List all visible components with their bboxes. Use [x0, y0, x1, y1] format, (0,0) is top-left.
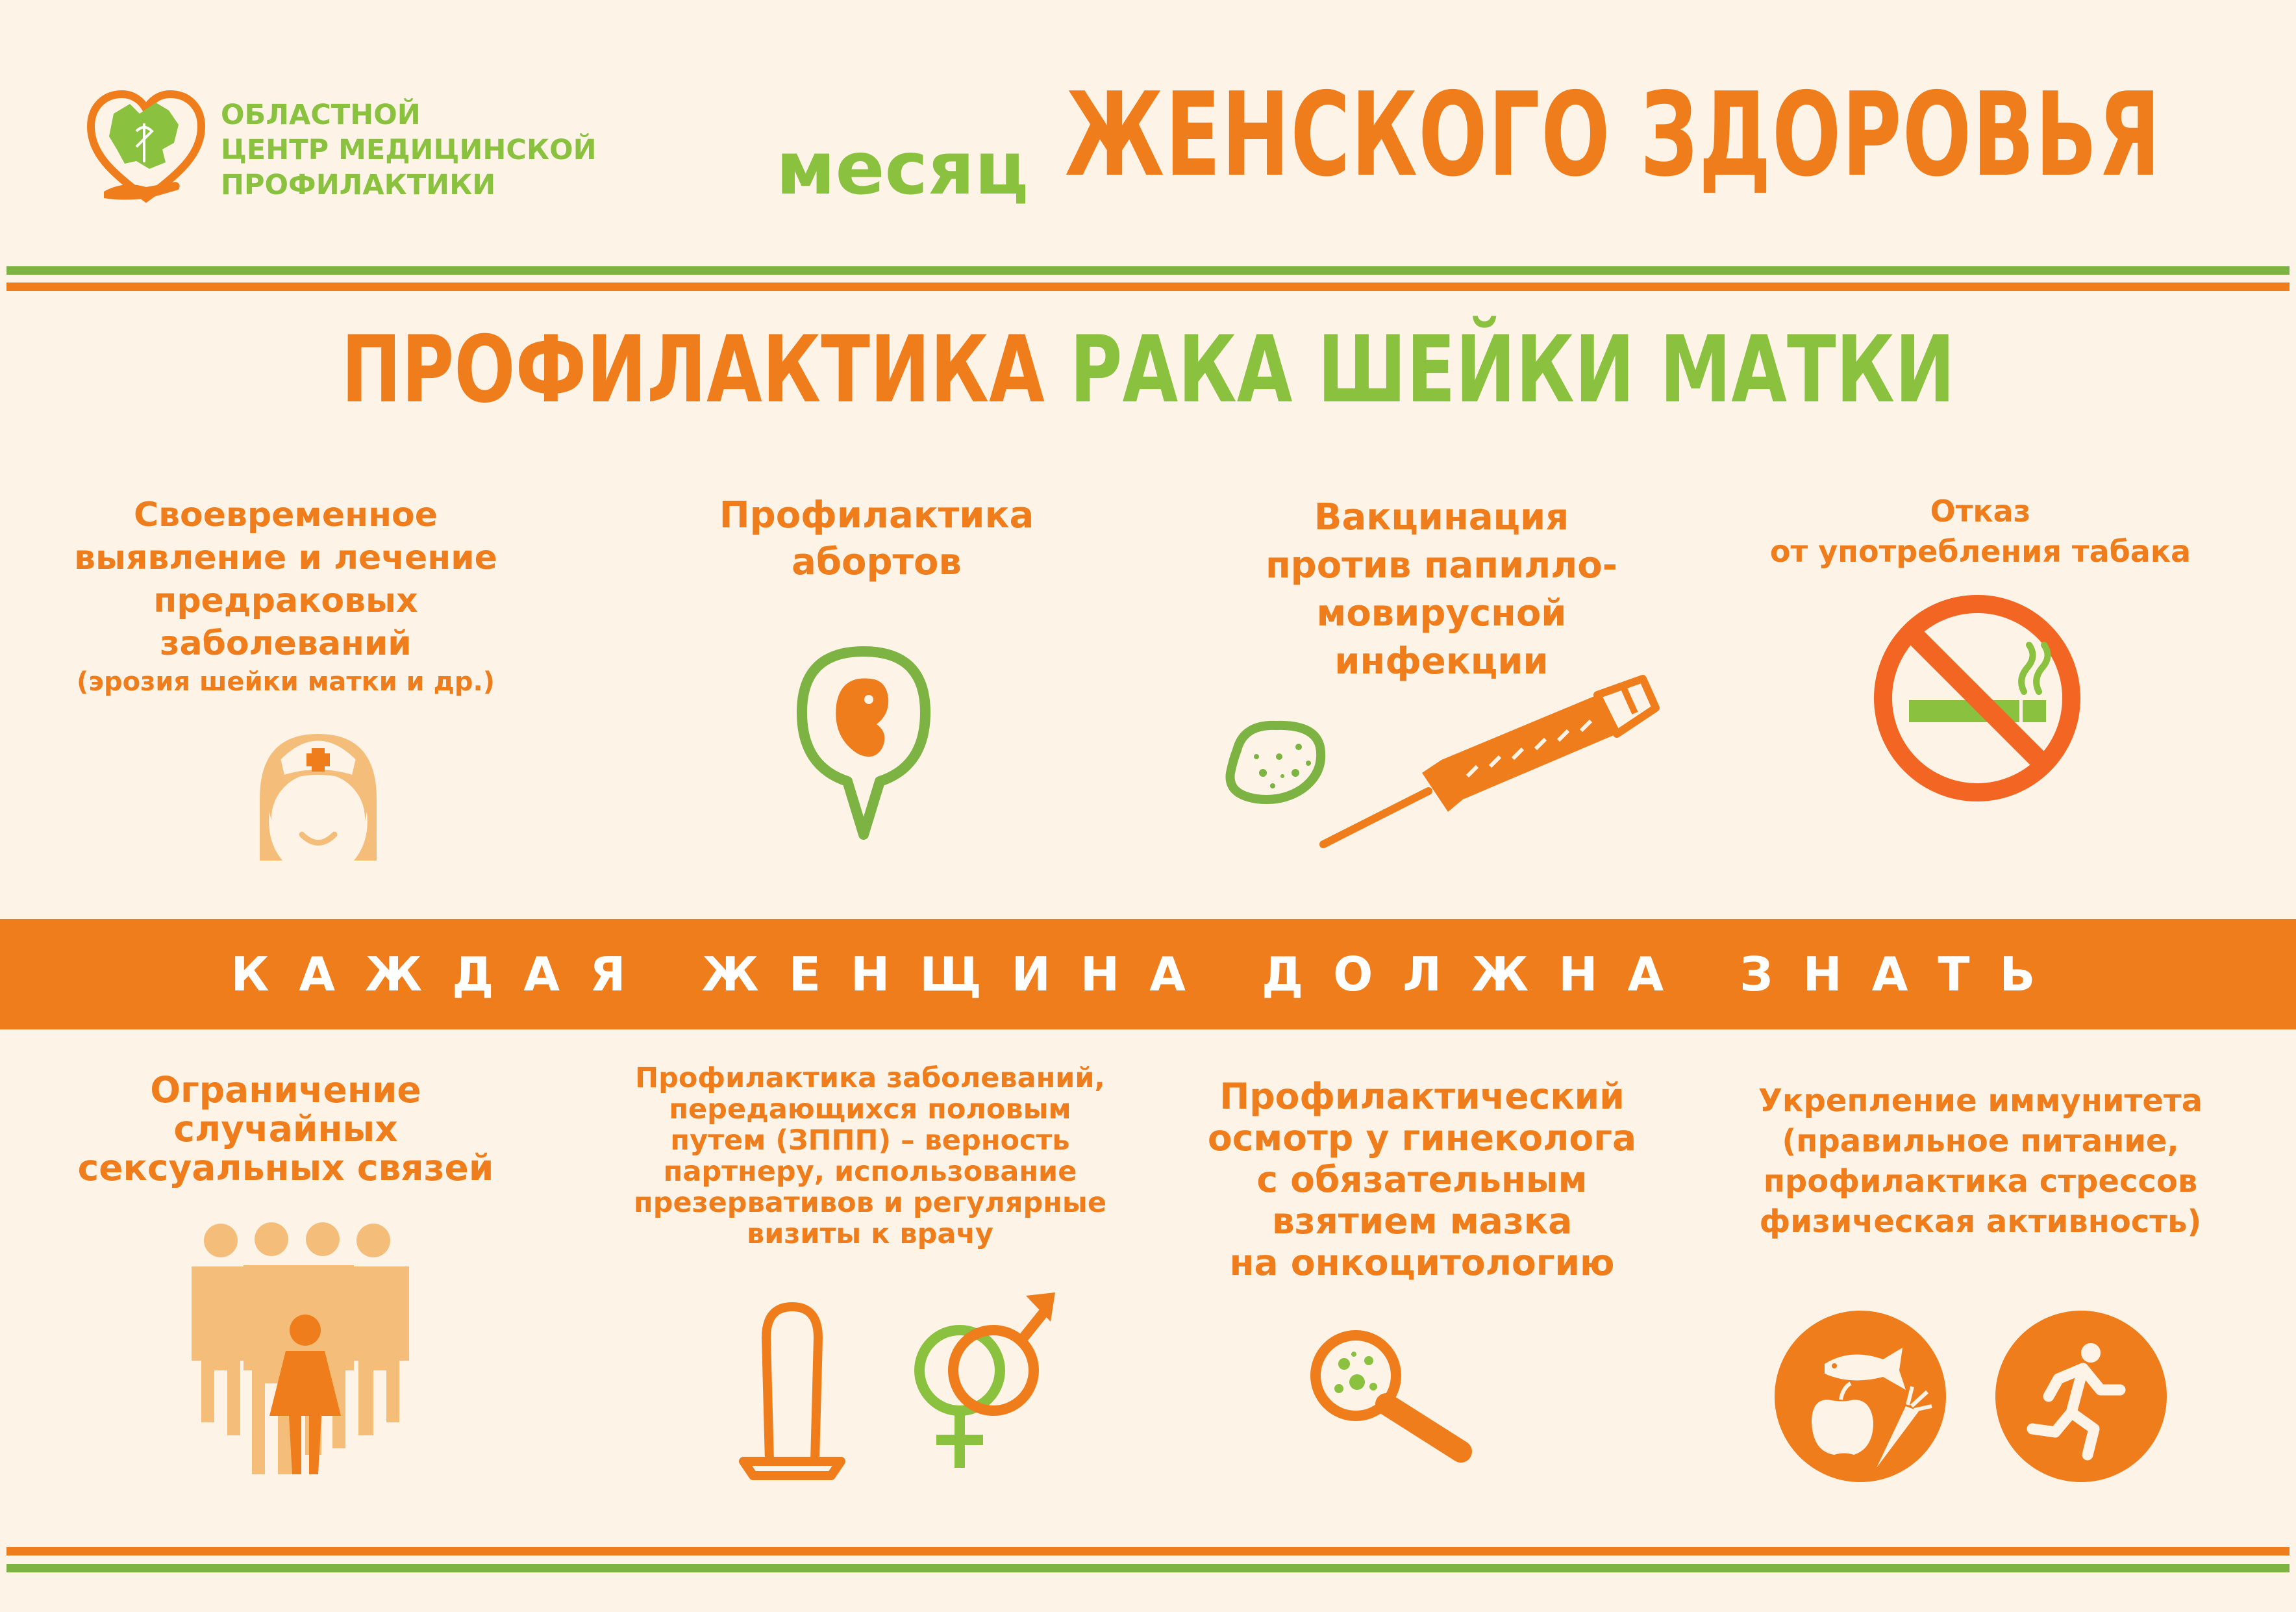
- logo-line-2: ЦЕНТР МЕДИЦИНСКОЙ: [221, 134, 597, 166]
- item-limit-casual-relations: Ограничение случайных сексуальных связей: [77, 1069, 494, 1189]
- band-text: КАЖДАЯ ЖЕНЩИНА ДОЛЖНА ЗНАТЬ: [231, 947, 2065, 1001]
- section-heading: [0, 318, 2296, 422]
- title-prefix: месяц: [776, 127, 1029, 211]
- item-std-prevention: Профилактика заболеваний, передающихся половым путем (ЗППП) – верность партнеру, использование презервативов и регулярные визиты к врачу: [634, 1062, 1106, 1250]
- item-immunity: Укрепление иммунитета (правильное питание, профилактика стрессов физическая активность): [1758, 1083, 2203, 1240]
- people-group-icon: [188, 1221, 412, 1487]
- logo-text: [221, 97, 675, 203]
- gender-symbols-icon: [909, 1289, 1058, 1478]
- condom-icon: [734, 1299, 851, 1481]
- no-smoking-icon: [1873, 594, 2081, 802]
- item-quit-smoking: Отказ от употребления табака: [1769, 494, 2191, 569]
- magnifier-cells-icon: [1305, 1325, 1474, 1461]
- virus-icon: [1217, 711, 1334, 815]
- bottom-stripe-green: [6, 1564, 2290, 1572]
- embryo-pin-icon: [792, 640, 935, 841]
- top-stripe-green: [6, 266, 2290, 275]
- logo-line-1: ОБЛАСТНОЙ: [221, 99, 421, 131]
- heading-part-2: РАКА ШЕЙКИ МАТКИ: [1069, 316, 1955, 423]
- item-abortion-prevention: Профилактика абортов: [719, 494, 1034, 583]
- item-hpv-vaccination: Вакцинация против папилло- мовирусной инфекции: [1265, 496, 1618, 683]
- heart-map-hand-icon: [84, 84, 208, 211]
- nurse-icon: [240, 721, 396, 870]
- logo-line-3: ПРОФИЛАКТИКИ: [221, 169, 496, 201]
- syringe-icon: [1318, 682, 1682, 851]
- title-main: ЖЕНСКОГО ЗДОРОВЬЯ: [1065, 68, 2162, 202]
- running-person-icon: [1993, 1309, 2169, 1484]
- top-stripe-orange: [6, 283, 2290, 291]
- healthy-food-icon: [1773, 1309, 1948, 1484]
- heading-part-1: ПРОФИЛАКТИКА: [341, 316, 1045, 423]
- item-early-detection: Своевременное выявление и лечение предраковых заболеваний (эрозия шейки матки и др.): [74, 496, 497, 697]
- item-gynecologist-checkup: Профилактический осмотр у гинеколога с обязательным взятием мазка на онкоцитологию: [1207, 1076, 1637, 1283]
- bottom-stripe-orange: [6, 1547, 2290, 1555]
